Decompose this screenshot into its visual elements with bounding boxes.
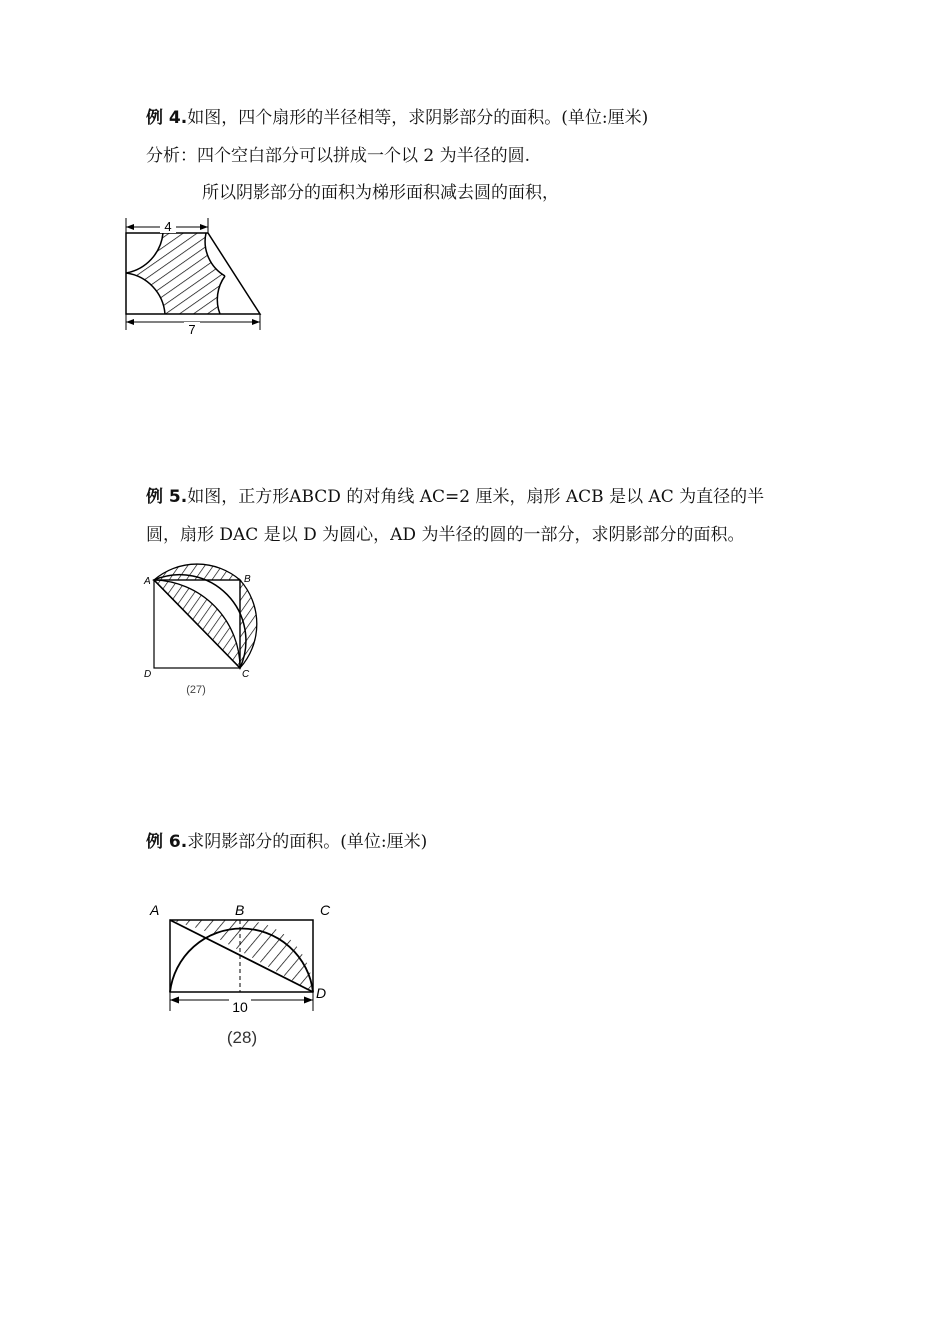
ex4-figure <box>118 210 278 345</box>
ex6-point-d: D <box>316 985 327 1001</box>
ex4-shaded-region <box>126 233 225 314</box>
ex5-figure <box>140 560 270 700</box>
ex6-point-b: B <box>235 902 245 918</box>
ex5-point-c: C <box>242 669 250 680</box>
ex4-label: 例 4. <box>146 108 188 128</box>
ex6-label: 例 6. <box>146 832 188 852</box>
ex5-shaded-right-segment <box>240 580 257 668</box>
ex4-question: 如图，四个扇形的半径相等，求阴影部分的面积。(单位:厘米) <box>187 108 649 128</box>
ex6-figure <box>140 895 350 1055</box>
ex5-point-a: A <box>144 576 151 587</box>
ex6-question-line <box>146 831 427 853</box>
ex5-figure-svg <box>140 560 270 700</box>
ex6-point-c: C <box>320 902 331 918</box>
ex5-point-d: D <box>144 669 152 680</box>
ex5-caption: (27) <box>186 684 206 696</box>
ex4-top-length: 4 <box>164 219 172 234</box>
ex5-point-b: B <box>244 574 251 585</box>
ex4-analysis-2: 所以阴影部分的面积为梯形面积减去圆的面积， <box>202 183 559 203</box>
ex6-point-a: A <box>150 902 160 918</box>
ex5-question-1: 如图，正方形ABCD 的对角线 AC=2 厘米，扇形 ACB 是以 AC 为直径的半 <box>187 487 765 507</box>
ex5-label: 例 5. <box>146 487 188 507</box>
ex4-figure-svg <box>118 210 278 345</box>
ex6-figure-svg <box>140 895 350 1055</box>
ex4-analysis-1: 分析：四个空白部分可以拼成一个以 2 为半径的圆. <box>146 146 531 166</box>
ex6-caption: (28) <box>226 1028 258 1047</box>
ex4-question-line <box>146 107 648 129</box>
ex5-question-line-1 <box>146 486 764 508</box>
ex5-question-line-2: 圆，扇形 DAC 是以 D 为圆心，AD 为半径的圆的一部分，求阴影部分的面积。 <box>146 525 745 545</box>
ex6-width: 10 <box>232 999 248 1015</box>
ex6-question: 求阴影部分的面积。(单位:厘米) <box>187 832 428 852</box>
ex4-bottom-length: 7 <box>188 322 196 337</box>
